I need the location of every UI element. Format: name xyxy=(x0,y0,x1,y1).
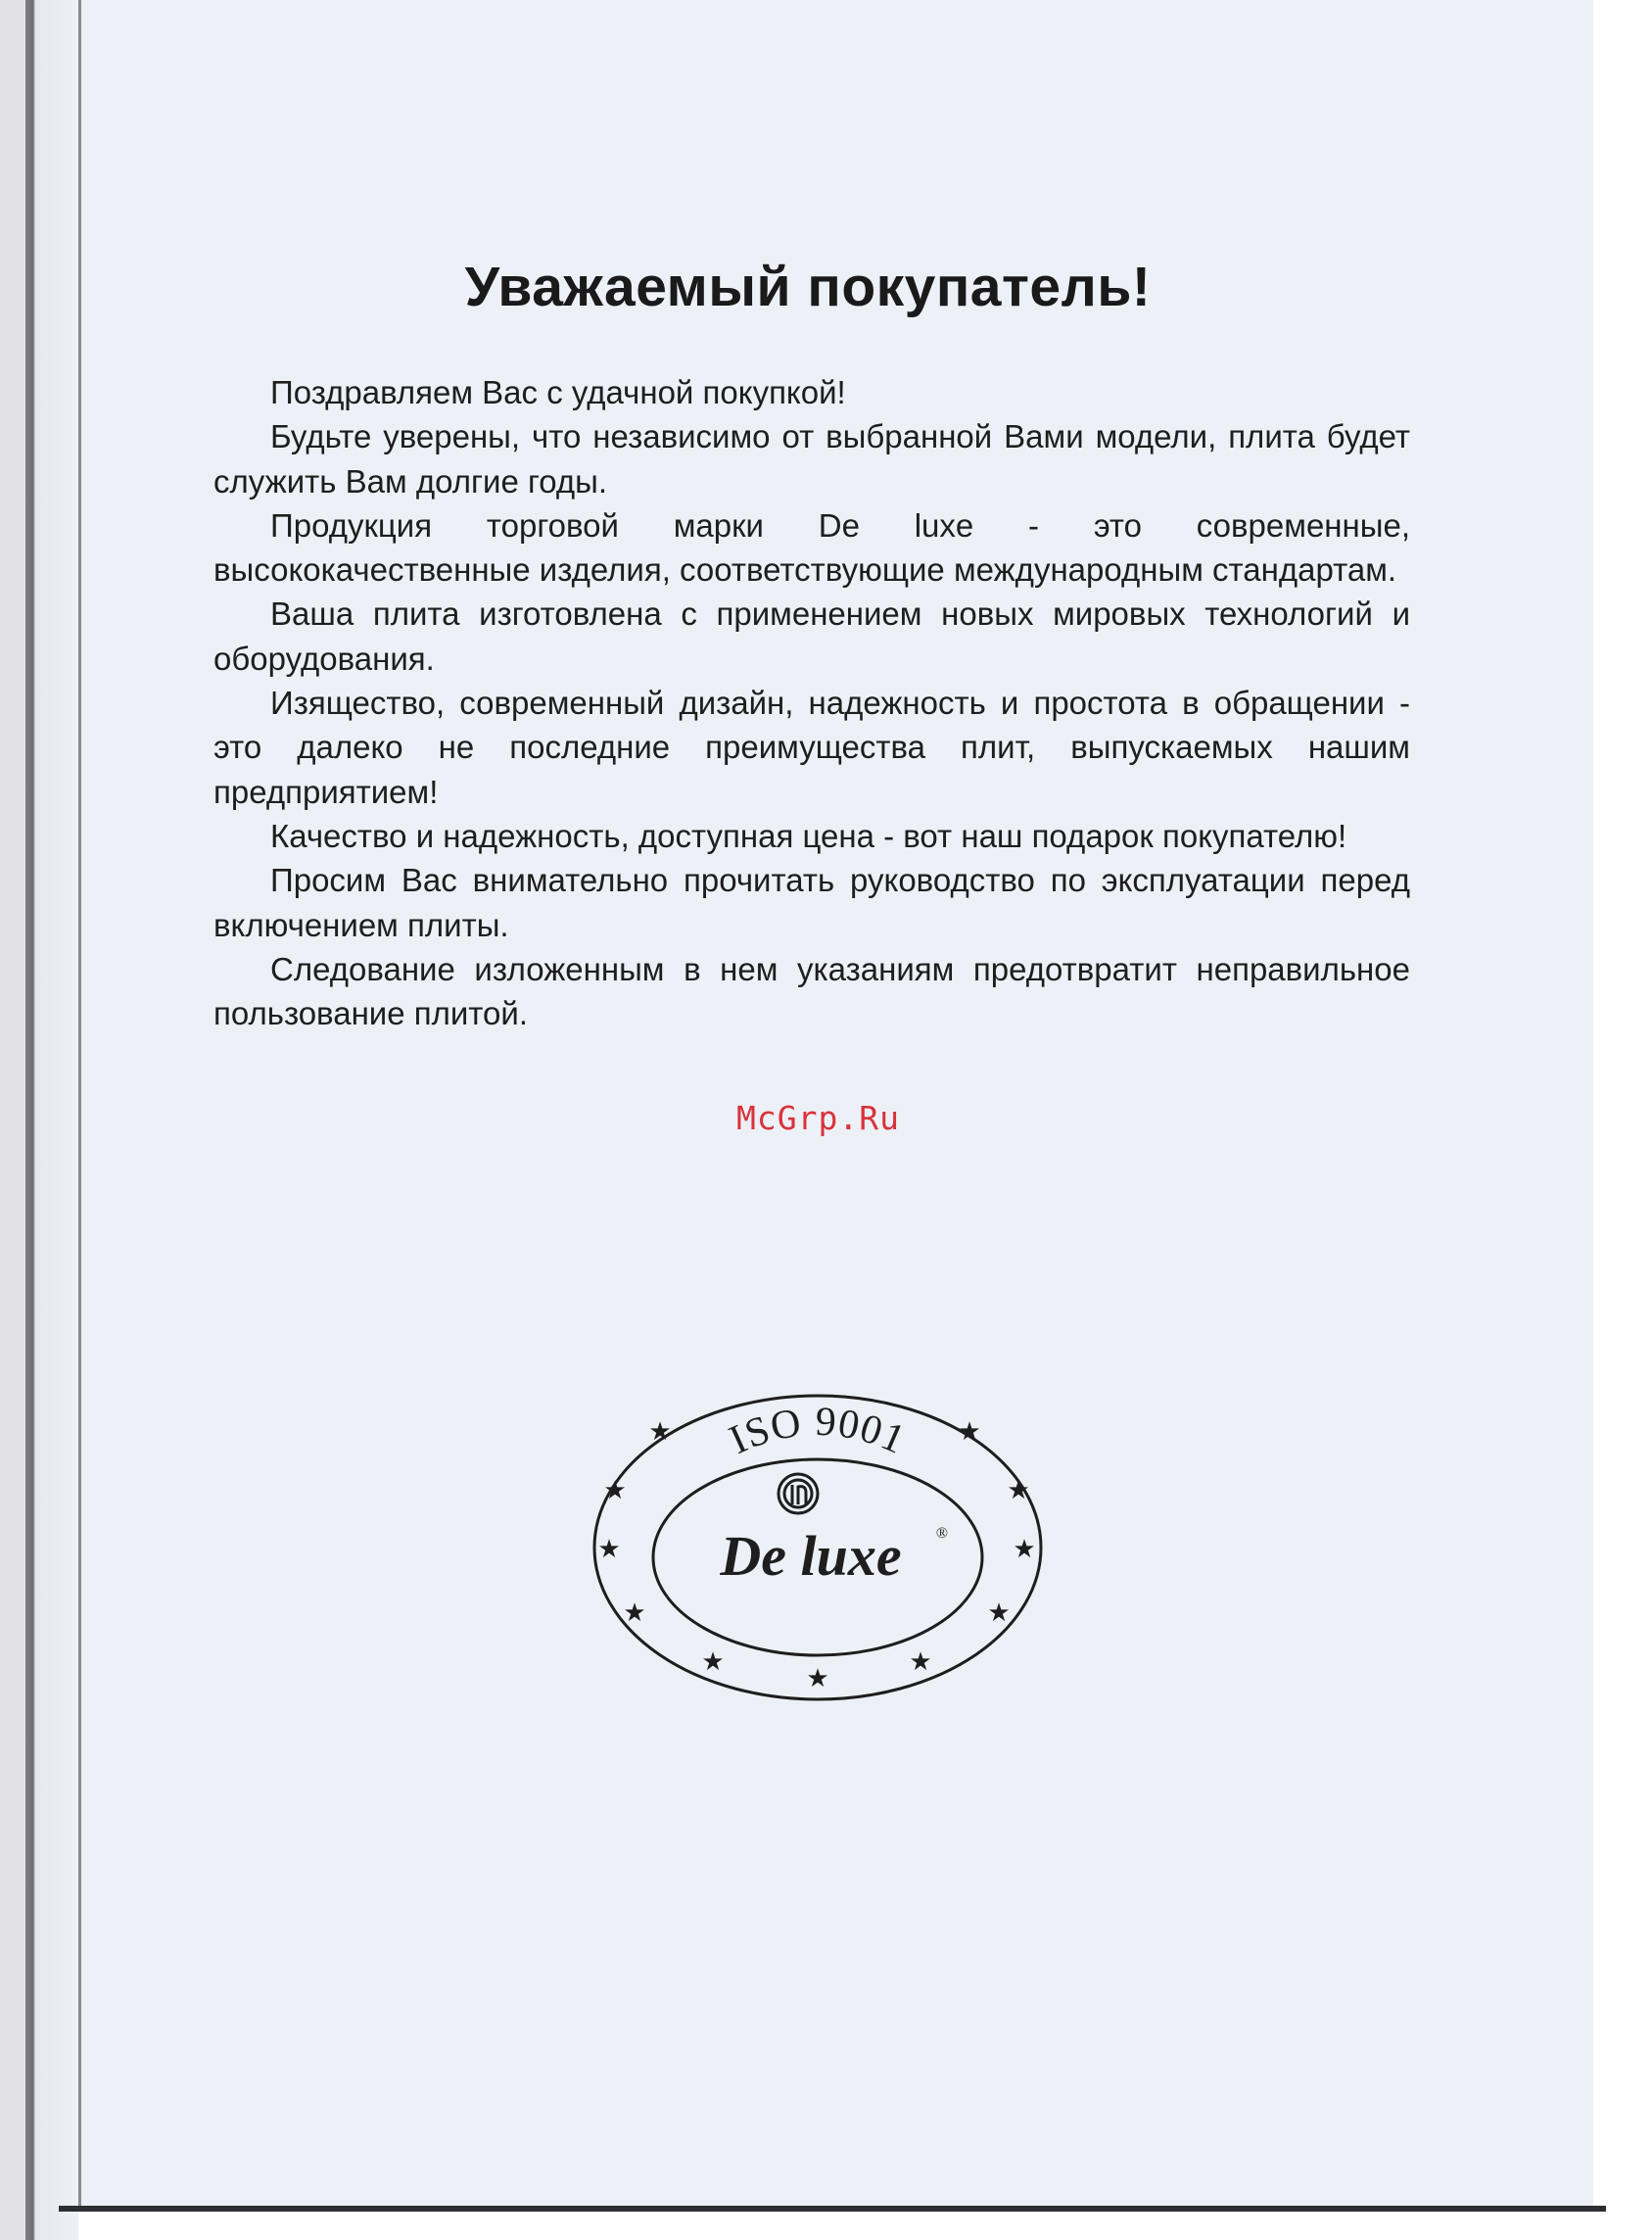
svg-text:★: ★ xyxy=(1007,1476,1030,1505)
brand-emblem xyxy=(779,1474,818,1513)
seal-iso-text xyxy=(723,1400,912,1463)
page-binding-shadow xyxy=(0,0,78,2240)
svg-text:★: ★ xyxy=(806,1664,829,1693)
paragraph-technologies: Ваша плита изготовлена с применением новых мировых технологий и оборудования. xyxy=(213,596,1410,677)
paragraph-read-manual: Просим Вас внимательно прочитать руководство по эксплуатации перед включением плиты. xyxy=(213,862,1410,943)
paragraph-brand-quality: Продукция торговой марки De luxe - это современные, высококачественные изделия, соответствующие международным стандартам. xyxy=(213,506,1410,589)
seal-registered-mark: ® xyxy=(935,1525,949,1542)
scan-right-margin xyxy=(1593,0,1652,2240)
svg-text:★: ★ xyxy=(648,1417,672,1447)
greeting-text xyxy=(213,370,1410,1035)
svg-text:★: ★ xyxy=(701,1647,725,1677)
page-title: Уважаемый покупатель! xyxy=(464,256,1152,318)
svg-text:★: ★ xyxy=(958,1417,981,1447)
svg-text:★: ★ xyxy=(603,1476,627,1505)
iso-deluxe-seal xyxy=(588,1391,1048,1704)
paragraph-durability: Будьте уверены, что независимо от выбранной Вами модели, плита будет служить Вам долгие годы. xyxy=(213,418,1410,500)
svg-text:★: ★ xyxy=(597,1535,621,1564)
paragraph-congratulations: Поздравляем Вас с удачной покупкой! xyxy=(270,374,846,410)
svg-text:★: ★ xyxy=(987,1598,1011,1628)
svg-text:★: ★ xyxy=(909,1647,932,1677)
svg-text:★: ★ xyxy=(1013,1535,1036,1564)
paragraph-advantages: Изящество, современный дизайн, надежность и простота в обращении - это далеко не последние преимущества плит, выпускаемых нашим предприятием! xyxy=(213,685,1410,810)
svg-text:★: ★ xyxy=(623,1598,646,1628)
seal-brand-text: De luxe xyxy=(720,1524,902,1588)
paper-bottom-edge xyxy=(59,2206,1606,2212)
paragraph-instructions: Следование изложенным в нем указаниям предотвратит неправильное пользование плитой. xyxy=(213,950,1410,1032)
watermark-text: McGrp.Ru xyxy=(736,1099,900,1137)
seal-iso-textpath: ISO 9001 xyxy=(723,1399,913,1464)
paragraph-gift: Качество и надежность, доступная цена - вот наш подарок покупателю! xyxy=(270,817,1347,854)
